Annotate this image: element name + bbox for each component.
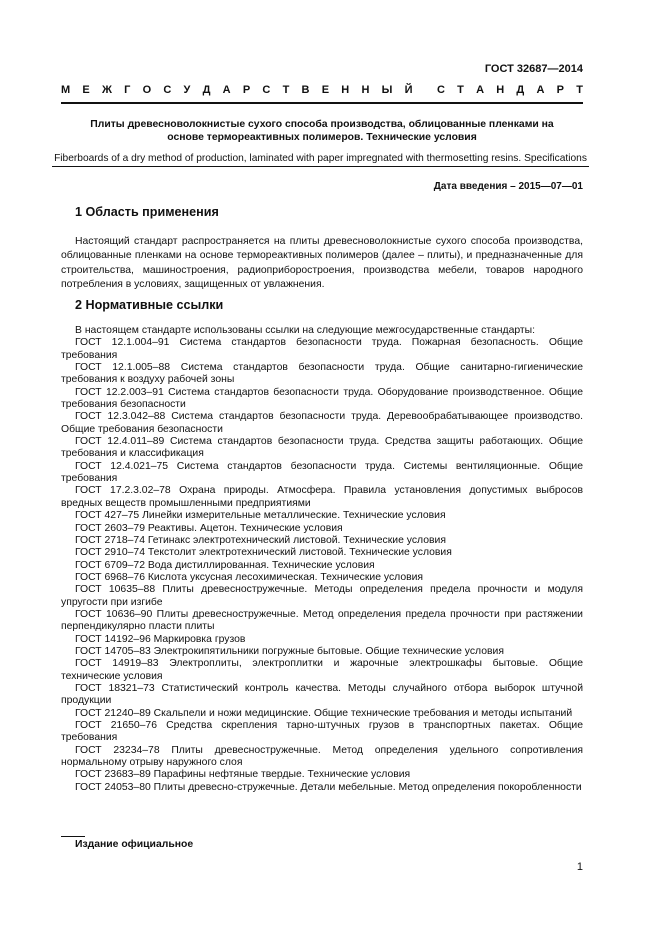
reference-item: ГОСТ 12.4.011–89 Система стандартов безопасности труда. Средства защиты работающих. Общие требования и классификация: [61, 436, 583, 460]
official-edition-label: Издание официальное: [75, 839, 194, 850]
reference-item: ГОСТ 14705–83 Электрокипятильники погружные бытовые. Общие технические условия: [75, 645, 504, 657]
reference-item: ГОСТ 6968–76 Кислота уксусная лесохимическая. Технические условия: [75, 571, 424, 583]
reference-item: ГОСТ 2910–74 Текстолит электротехнический листовой. Технические условия: [75, 547, 452, 559]
banner-letter: Й: [404, 84, 413, 96]
banner-letter: М: [61, 84, 71, 96]
references-list: [61, 325, 583, 794]
reference-item: ГОСТ 24053–80 Плиты древесно-стружечные. Детали мебельные. Метод определения покоробленности: [75, 781, 582, 793]
reference-item: ГОСТ 2603–79 Реактивы. Ацетон. Технические условия: [75, 522, 343, 534]
references-intro: В настоящем стандарте использованы ссылки на следующие межгосударственные стандарты:: [75, 325, 536, 336]
reference-item: ГОСТ 6709–72 Вода дистиллированная. Технические условия: [75, 559, 375, 571]
reference-item: ГОСТ 427–75 Линейки измерительные металлические. Технические условия: [75, 510, 446, 522]
banner-letter: Р: [556, 84, 564, 96]
gost-number: ГОСТ 32687—2014: [484, 63, 583, 75]
banner-letter: О: [142, 84, 152, 96]
introduction-date: Дата введения – 2015—07—01: [433, 181, 583, 192]
banner-letter: Ы: [381, 84, 393, 96]
banner-letter: Т: [457, 84, 464, 96]
title-line-1: Плиты древесноволокнистые сухого способа производства, облицованные пленками на: [90, 119, 554, 130]
banner-letter: А: [476, 84, 485, 96]
reference-item: ГОСТ 12.1.004–91 Система стандартов безопасности труда. Пожарная безопасность. Общие требования: [61, 337, 583, 361]
banner-letter: Е: [321, 84, 330, 96]
reference-item: ГОСТ 10635–88 Плиты древесностружечные. Методы определения предела прочности и модуля упругости при изгибе: [61, 584, 583, 608]
banner-letter: Н: [341, 84, 350, 96]
reference-item: ГОСТ 12.2.003–91 Система стандартов безопасности труда. Оборудование производственное. Общие требования безопасности: [61, 386, 583, 411]
reference-item: ГОСТ 23234–78 Плиты древесностружечные. Метод определения удельного сопротивления нормальному отрыву наружного слоя: [61, 744, 583, 769]
section-2-heading: 2 Нормативные ссылки: [75, 298, 224, 312]
banner-letter: С: [436, 84, 445, 96]
banner-letter: Н: [496, 84, 505, 96]
reference-item: ГОСТ 12.4.021–75 Система стандартов безопасности труда. Системы вентиляционные. Общие требования: [61, 460, 583, 485]
reference-item: ГОСТ 17.2.3.02–78 Охрана природы. Атмосфера. Правила установления допустимых выбросов вредных веществ промышленными предприятиями: [61, 485, 583, 509]
banner-letter: С: [163, 84, 172, 96]
reference-item: ГОСТ 12.3.042–88 Система стандартов безопасности труда. Деревообрабатывающее производство. Общие требования безопасности: [61, 411, 583, 435]
banner-letter: Р: [242, 84, 251, 96]
reference-item: ГОСТ 21240–89 Скальпели и ножи медицинские. Общие технические требования и методы испытаний: [75, 707, 573, 719]
reference-item: ГОСТ 23683–89 Парафины нефтяные твердые. Технические условия: [75, 769, 411, 781]
english-title: Fiberboards of a dry method of production, laminated with paper impregnated with thermosetting resins. Specifications: [52, 152, 589, 167]
banner-letter: С: [262, 84, 271, 96]
banner-letter: Т: [282, 84, 290, 96]
banner-letter: У: [183, 84, 191, 96]
banner-letter: Ж: [101, 84, 112, 96]
banner-letter: Т: [576, 84, 583, 96]
reference-item: ГОСТ 14919–83 Электроплиты, электроплитки и жарочные электрошкафы бытовые. Общие технические условия: [61, 658, 583, 682]
footer-divider: [61, 836, 85, 837]
banner-letter: Д: [516, 84, 525, 96]
banner-letter: Е: [82, 84, 90, 96]
section-1-text: Настоящий стандарт распространяется на плиты древесноволокнистые сухого способа производства, облицованные пленками на основе термореактивных полимеров (далее – плиты), и предназначенные для строительства, машиностроения, радиоприборостроения, производства мебели, товаров народного потребления в условиях, защищенных от увлажнения.: [61, 236, 583, 290]
reference-item: ГОСТ 18321–73 Статистический контроль качества. Методы случайного отбора выборок штучной продукции: [61, 682, 583, 707]
section-1-heading: 1 Область применения: [75, 205, 219, 219]
reference-item: ГОСТ 2718–74 Гетинакс электротехнический листовой. Технические условия: [75, 534, 446, 546]
banner-letter: А: [536, 84, 545, 96]
document-title: [61, 118, 583, 144]
banner-letter: Д: [202, 84, 211, 96]
banner-letter: В: [301, 84, 310, 96]
reference-item: ГОСТ 14192–96 Маркировка грузов: [75, 633, 246, 645]
title-line-2: основе термореактивных полимеров. Технические условия: [167, 132, 477, 143]
reference-item: ГОСТ 21650–76 Средства скрепления тарно-штучных грузов в транспортных пакетах. Общие требования: [61, 720, 583, 744]
reference-item: ГОСТ 12.1.005–88 Система стандартов безопасности труда. Общие санитарно-гигиенические требования к воздуху рабочей зоны: [61, 362, 583, 386]
page-number: 1: [576, 861, 583, 873]
banner-letter: Г: [124, 84, 131, 96]
standard-banner: [61, 84, 583, 104]
banner-letter: Н: [361, 84, 370, 96]
reference-item: ГОСТ 10636–90 Плиты древесностружечные. Метод определения предела прочности при растяжении перпендикулярно пласти плиты: [61, 608, 583, 633]
banner-letter: А: [222, 84, 231, 96]
